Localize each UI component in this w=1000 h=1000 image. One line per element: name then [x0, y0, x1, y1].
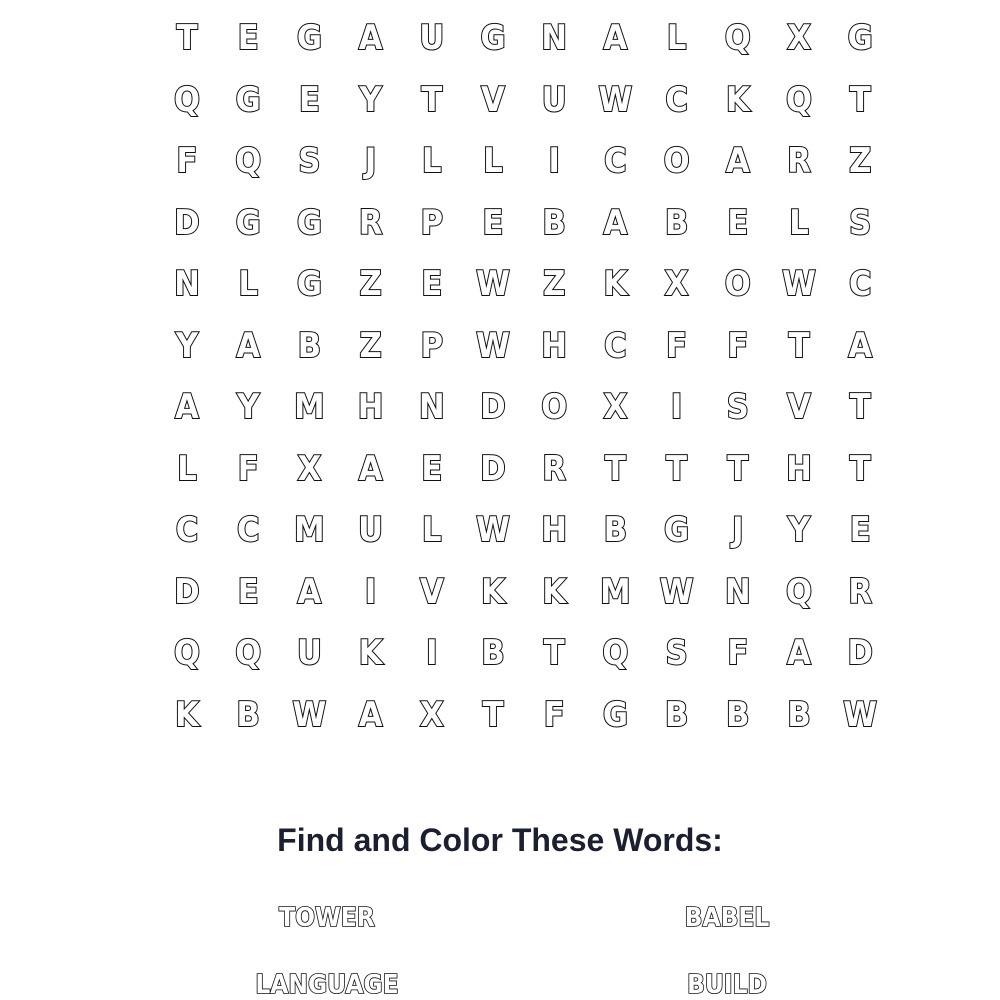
grid-cell[interactable]: A [236, 325, 261, 366]
grid-cell[interactable]: O [663, 141, 690, 181]
grid-cell[interactable]: Z [849, 141, 872, 181]
grid-cell[interactable]: A [848, 325, 873, 366]
grid-cell[interactable]: K [358, 633, 383, 673]
grid-cell[interactable]: L [789, 202, 809, 243]
grid-cell[interactable]: Q [235, 141, 262, 181]
grid-cell[interactable]: K [542, 571, 567, 612]
grid-cell[interactable]: I [548, 141, 560, 181]
word-tower: TOWER [279, 903, 375, 933]
grid-cell[interactable]: B [481, 633, 505, 673]
grid-cell[interactable]: C [236, 510, 260, 550]
grid-cell[interactable]: N [724, 571, 751, 612]
grid-cell[interactable]: B [236, 694, 260, 735]
grid-cell[interactable]: R [358, 202, 383, 243]
grid-cell[interactable]: R [787, 141, 811, 181]
grid-cell[interactable]: B [542, 202, 566, 243]
grid-cell[interactable]: Q [602, 633, 629, 673]
grid-cell[interactable]: Y [237, 387, 260, 427]
grid-cell[interactable]: K [175, 694, 199, 735]
grid-cell[interactable]: Q [724, 18, 751, 58]
grid-cell[interactable]: F [727, 325, 749, 366]
grid-cell[interactable]: T [788, 325, 810, 366]
grid-cell[interactable]: S [298, 141, 321, 181]
grid-cell[interactable]: N [541, 18, 567, 58]
grid-cell[interactable]: V [787, 387, 811, 427]
grid-cell[interactable]: B [603, 510, 628, 550]
grid-cell[interactable]: U [296, 633, 322, 673]
grid-cell[interactable]: T [849, 387, 871, 427]
grid-cell[interactable]: A [175, 387, 199, 427]
grid-cell[interactable]: S [849, 202, 872, 243]
grid-cell[interactable]: P [420, 325, 443, 366]
grid-cell[interactable]: T [421, 79, 443, 120]
grid-cell[interactable]: R [542, 448, 566, 489]
grid-cell[interactable]: K [725, 79, 750, 120]
grid-cell[interactable]: U [419, 18, 445, 58]
grid-cell[interactable]: R [848, 571, 872, 612]
grid-cell[interactable]: G [847, 18, 873, 58]
grid-cell[interactable]: P [420, 202, 443, 243]
grid-cell[interactable]: E [237, 18, 259, 58]
grid-cell[interactable]: B [297, 325, 322, 366]
grid-cell[interactable]: X [603, 387, 628, 427]
grid-cell[interactable]: M [600, 571, 631, 612]
grid-cell[interactable]: B [787, 694, 811, 735]
grid-cell[interactable]: H [541, 510, 567, 550]
grid-cell[interactable]: M [294, 510, 325, 550]
grid-cell[interactable]: L [238, 264, 258, 304]
grid-cell[interactable]: J [732, 510, 744, 550]
grid-cell[interactable]: W [782, 264, 816, 304]
grid-cell[interactable]: H [541, 325, 567, 366]
grid-cell[interactable]: G [235, 202, 261, 243]
grid-cell[interactable]: A [358, 18, 383, 58]
grid-cell[interactable]: Z [543, 264, 566, 304]
grid-cell[interactable]: K [603, 264, 628, 304]
grid-cell[interactable]: B [726, 694, 750, 735]
grid-cell[interactable]: D [174, 202, 200, 243]
grid-cell[interactable]: G [602, 694, 628, 735]
grid-cell[interactable]: G [480, 18, 506, 58]
grid-cell[interactable]: N [418, 387, 445, 427]
grid-cell[interactable]: F [237, 448, 259, 489]
grid-cell[interactable]: W [476, 510, 510, 550]
grid-cell[interactable]: H [357, 387, 384, 427]
grid-cell[interactable]: Y [175, 325, 199, 366]
grid-cell[interactable]: L [422, 510, 442, 550]
grid-cell[interactable]: T [543, 633, 565, 673]
grid-cell[interactable]: W [843, 694, 878, 735]
grid-cell[interactable]: T [849, 79, 871, 120]
grid-cell[interactable]: A [297, 571, 322, 612]
grid-cell[interactable]: E [727, 202, 749, 243]
grid-cell[interactable]: V [481, 79, 505, 120]
grid-cell[interactable]: C [604, 325, 627, 366]
grid-cell[interactable]: X [297, 448, 322, 489]
grid-cell[interactable]: T [727, 448, 749, 489]
grid-cell[interactable]: G [296, 202, 322, 243]
grid-cell[interactable]: C [848, 264, 872, 304]
grid-cell[interactable]: S [726, 387, 749, 427]
grid-cell[interactable]: Q [174, 79, 200, 120]
grid-cell[interactable]: A [603, 202, 628, 243]
grid-cell[interactable]: E [849, 510, 871, 550]
grid-cell[interactable]: W [292, 694, 327, 735]
grid-cell[interactable]: Q [235, 633, 262, 673]
grid-cell[interactable]: F [727, 633, 749, 673]
grid-cell[interactable]: Y [787, 510, 811, 550]
grid-cell[interactable]: V [419, 571, 444, 612]
grid-cell[interactable]: E [421, 448, 443, 489]
grid-cell[interactable]: C [665, 79, 688, 120]
grid-cell[interactable]: D [480, 387, 506, 427]
grid-cell[interactable]: S [665, 633, 688, 673]
grid-cell[interactable]: A [603, 18, 628, 58]
word-build: BUILD [687, 970, 767, 1000]
grid-cell[interactable]: F [176, 141, 198, 181]
grid-cell[interactable]: W [659, 571, 694, 612]
grid-cell[interactable]: F [666, 325, 688, 366]
grid-cell[interactable]: T [482, 694, 504, 735]
grid-cell[interactable]: N [174, 264, 200, 304]
grid-cell[interactable]: D [174, 571, 200, 612]
grid-cell[interactable]: I [426, 633, 438, 673]
grid-cell[interactable]: Z [359, 264, 382, 304]
grid-cell[interactable]: E [298, 79, 320, 120]
grid-cell[interactable]: A [358, 448, 383, 489]
grid-cell[interactable]: O [724, 264, 751, 304]
grid-cell[interactable]: Y [359, 79, 382, 120]
grid-cell[interactable]: G [296, 264, 322, 304]
grid-cell[interactable]: T [849, 448, 871, 489]
grid-cell[interactable]: L [666, 18, 687, 58]
grid-cell[interactable]: K [481, 571, 505, 612]
grid-cell[interactable]: A [725, 141, 750, 181]
grid-cell[interactable]: W [598, 79, 633, 120]
grid-cell[interactable]: X [420, 694, 444, 735]
grid-cell[interactable]: T [604, 448, 626, 489]
word-babel: BABEL [684, 903, 770, 933]
grid-cell[interactable]: X [787, 18, 811, 58]
grid-cell[interactable]: Q [786, 571, 812, 612]
grid-cell[interactable]: G [296, 18, 322, 58]
grid-cell[interactable]: A [358, 694, 383, 735]
grid-cell[interactable]: D [847, 633, 873, 673]
grid-cell[interactable]: W [476, 325, 510, 366]
grid-cell[interactable]: A [787, 633, 811, 673]
grid-cell[interactable]: O [541, 387, 568, 427]
word-list-heading: Find and Color These Words: [277, 822, 723, 858]
grid-cell[interactable]: I [670, 387, 683, 427]
grid-cell[interactable]: W [476, 264, 510, 304]
grid-cell[interactable]: Q [786, 79, 812, 120]
grid-cell[interactable]: L [177, 448, 197, 489]
grid-cell[interactable]: T [666, 448, 688, 489]
grid-cell[interactable]: H [786, 448, 812, 489]
grid-cell[interactable]: Q [174, 633, 200, 673]
grid-cell[interactable]: B [664, 202, 689, 243]
grid-cell[interactable]: G [235, 79, 261, 120]
grid-cell[interactable]: T [176, 18, 198, 58]
grid-cell[interactable]: C [175, 510, 199, 550]
grid-cell[interactable]: L [422, 141, 442, 181]
grid-cell[interactable]: C [604, 141, 627, 181]
grid-cell[interactable]: M [294, 387, 325, 427]
grid-cell[interactable]: Z [359, 325, 382, 366]
grid-cell[interactable]: D [480, 448, 506, 489]
grid-cell[interactable]: X [664, 264, 689, 304]
grid-cell[interactable]: B [664, 694, 689, 735]
grid-cell[interactable]: F [543, 694, 565, 735]
grid-cell[interactable]: U [358, 510, 384, 550]
grid-cell[interactable]: E [237, 571, 259, 612]
grid-cell[interactable]: L [483, 141, 503, 181]
grid-cell[interactable]: U [541, 79, 567, 120]
word-language: LANGUAGE [255, 970, 399, 1000]
grid-cell[interactable]: G [664, 510, 690, 550]
grid-cell[interactable]: E [421, 264, 443, 304]
grid-cell[interactable]: I [364, 571, 377, 612]
grid-cell[interactable]: J [364, 141, 377, 181]
grid-cell[interactable]: E [482, 202, 504, 243]
